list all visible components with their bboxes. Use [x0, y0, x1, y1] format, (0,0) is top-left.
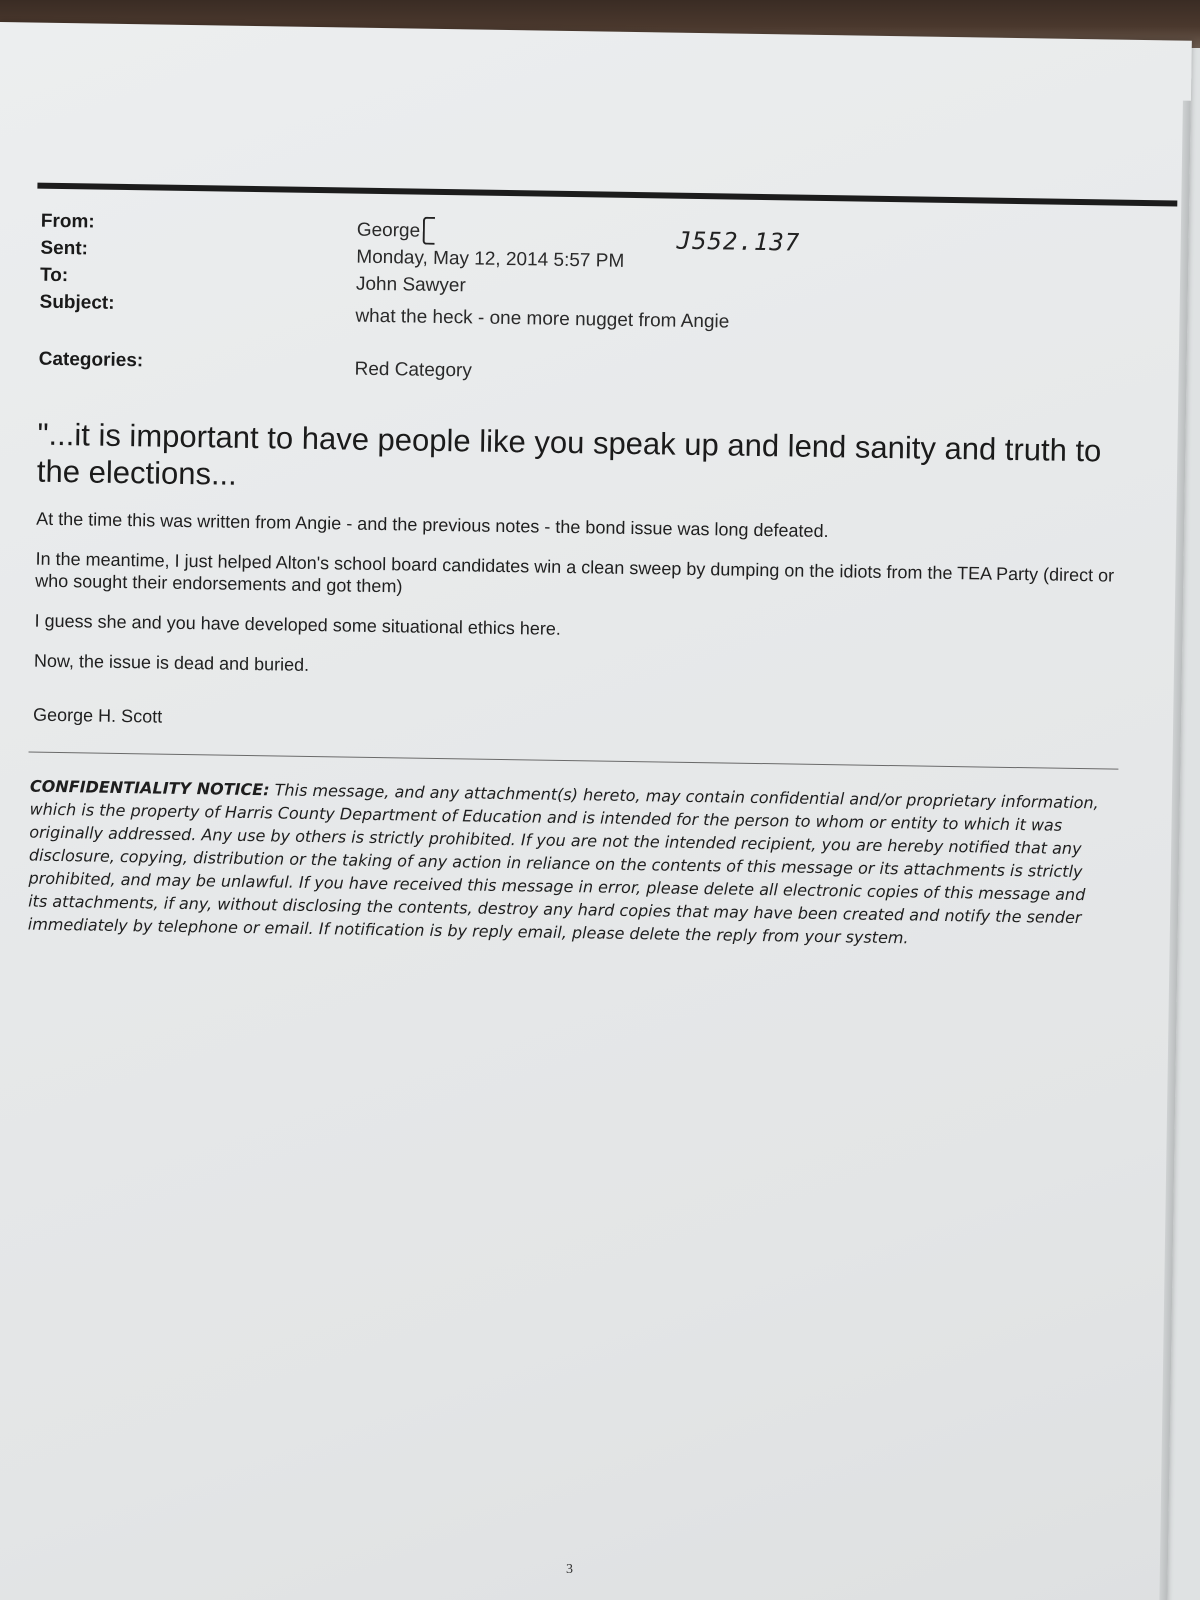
categories-label: Categories: — [38, 348, 144, 372]
email-header — [34, 211, 1177, 434]
sent-value: Monday, May 12, 2014 5:57 PM — [356, 246, 625, 272]
body-paragraph: Now, the issue is dead and buried. — [33, 650, 310, 675]
quoted-text: "...it is important to have people like you speak up and lend sanity and truth to the elections... — [36, 416, 1102, 492]
printed-page — [0, 22, 1192, 1600]
sent-label: Sent: — [40, 237, 89, 260]
confidentiality-notice — [28, 775, 1110, 953]
subject-label: Subject: — [39, 291, 115, 314]
email-printout — [26, 183, 1178, 954]
notice-text: This message, and any attachment(s) hereto, may contain confidential and/or proprietary information, which is the property of Harris County Department of Education and is intended for the person to whom or entity to which it was originally addressed. Any use by others is strictly prohibited. If you are not the intended recipient, you are hereby notified that any disclosure, copying, distribution or the taking of any action in reliance on the contents of this message or its attachments is strictly prohibited, and may be unlawful. If you have received this message in error, please delete all electronic copies of this message and its attachments, if any, without disclosing the contents, destroy any hard copies that may have been created and notify the sender immediately by telephone or email. If notification is by reply email, please delete the reply from your system. — [27, 780, 1099, 948]
handwritten-note: J552.137 — [676, 226, 801, 257]
page-number: 3 — [566, 1562, 573, 1577]
to-label: To: — [39, 264, 69, 287]
header-top-rule — [37, 183, 1177, 207]
subject-value: what the heck - one more nugget from Angie — [355, 305, 730, 333]
body-paragraph: In the meantime, I just helped Alton's school board candidates win a clean sweep by dumping on the idiots from the TEA Party (direct or who sought their endorsements and got them) — [35, 548, 1115, 597]
body-paragraph: At the time this was written from Angie - and the previous notes - the bond issue was long defeated. — [36, 508, 829, 542]
notice-label: CONFIDENTIALITY NOTICE: — [29, 776, 270, 800]
from-value: George — [356, 219, 421, 242]
handwritten-bracket-mark — [423, 217, 435, 245]
notice-separator — [29, 752, 1119, 770]
body-paragraph: I guess she and you have developed some situational ethics here. — [34, 610, 562, 639]
categories-value: Red Category — [354, 358, 472, 382]
signature: George H. Scott — [32, 704, 163, 727]
from-label: From: — [40, 210, 95, 233]
to-value: John Sawyer — [355, 273, 466, 297]
